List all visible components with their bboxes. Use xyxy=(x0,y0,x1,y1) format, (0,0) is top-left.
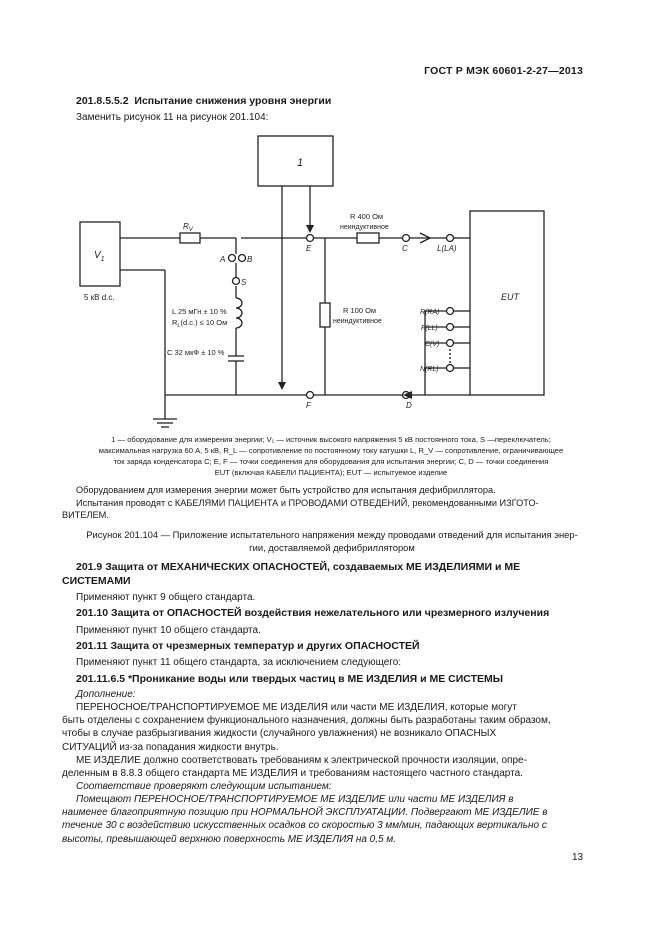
v1-label: $V_1$ xyxy=(94,250,105,263)
circuit-diagram xyxy=(0,130,661,440)
p2-line-2: деленным в 8.8.3 общего стандарта МЕ ИЗДЕЛИЯ и требованиям настоящего частного стандарта. xyxy=(62,768,523,780)
rra-label: R(RA) xyxy=(420,309,440,316)
terminal-c xyxy=(403,235,410,242)
terminal-a xyxy=(229,255,236,262)
terminal-cv xyxy=(447,340,454,347)
compliance-check: Соответствие проверяют следующим испытанием: xyxy=(76,781,332,792)
c-label: C xyxy=(402,244,408,253)
heading-line-1: 201.9 Защита от МЕХАНИЧЕСКИХ ОПАСНОСТЕЙ, создаваемых МЕ ИЗДЕЛИЯМИ и МЕ xyxy=(76,561,521,573)
lla-label: L(LA) xyxy=(437,244,457,253)
figure-note-2a: Испытания проводят с КАБЕЛЯМИ ПАЦИЕНТА и ПРОВОДАМИ ОТВЕДЕНИЙ, рекомендованными ИЗГОТО- xyxy=(76,497,539,508)
arrow-f xyxy=(278,382,286,390)
p4-line-3: течение 30 с воздействию искусственных осадков со скоростью 3 мм/мин, падающих вертикально с xyxy=(62,820,547,832)
r100-label-2: неиндуктивное xyxy=(333,318,382,325)
figure-note-1: Оборудованием для измерения энергии может быть устройство для испытания дефибриллятора. xyxy=(76,485,496,495)
rv-resistor xyxy=(180,233,200,243)
r400-label-2: неиндуктивное xyxy=(340,224,389,231)
d-label: D xyxy=(406,401,412,410)
cv-label: C(V) xyxy=(425,341,440,348)
p1-line-3: чтобы в случае разбрызгивания жидкости (случайного увлажнения) не возникало ОПАСНЫХ xyxy=(62,728,497,740)
p1-line-2: быть отделены с сохранением функционального назначения, должны быть разработаны таким образом, xyxy=(62,715,551,727)
section-number: 201.8.5.5.2 xyxy=(76,95,129,107)
section-201-10-text: Применяют пункт 10 общего стандарта. xyxy=(76,625,261,636)
figure-notes xyxy=(62,484,586,522)
section-heading-energy-test xyxy=(76,95,331,107)
s-label: S xyxy=(241,278,247,287)
terminal-rra xyxy=(447,308,454,315)
figure-title-line-1: Рисунок 201.104 — Приложение испытательного напряжения между проводами отведений для испытания энер- xyxy=(86,529,578,540)
terminal-e xyxy=(307,235,314,242)
capacitor-label: C 32 мкФ ± 10 % xyxy=(167,348,225,357)
heading-line-2: СИСТЕМАМИ xyxy=(62,574,131,587)
legend-line-2: максимальная нагрузка 60 А, 5 кВ, R_L — сопротивление по постоянному току катушки L, R_V — сопротивление, ограничивающее xyxy=(98,446,564,455)
legend-line-1: 1 — оборудование для измерения энергии; V₁ — источник высокого напряжения 5 кВ постоянного тока, S —переключатель; xyxy=(111,435,551,444)
fll-label: F(LL) xyxy=(421,325,438,332)
r100-label-1: R 100 Ом xyxy=(343,306,377,315)
terminal-lla xyxy=(447,235,454,242)
paragraph-1 xyxy=(62,701,586,754)
addition-label: Дополнение: xyxy=(76,689,136,700)
rv-label: $R_V$ xyxy=(183,222,193,233)
section-title: Испытание снижения уровня энергии xyxy=(134,95,332,107)
section-heading-201-10: 201.10 Защита от ОПАСНОСТЕЙ воздействия нежелательного или чрезмерного излучения xyxy=(76,607,550,619)
legend-line-3: ток заряда конденсатора C; E, F — точки соединения для оборудования для испытания энергии; C, D — точки соединения xyxy=(113,457,549,466)
v1-rating: 5 кВ d.c. xyxy=(84,293,115,302)
terminal-fll xyxy=(447,324,454,331)
nrl-label: N(RL) xyxy=(420,366,439,373)
a-label: A xyxy=(220,255,226,264)
figure-legend xyxy=(35,434,627,478)
f-label: F xyxy=(306,401,311,410)
r400-resistor xyxy=(357,233,379,243)
p4-line-1: Помещают ПЕРЕНОСНОЕ/ТРАНСПОРТИРУЕМОЕ МЕ ИЗДЕЛИЕ или части МЕ ИЗДЕЛИЯ в xyxy=(76,794,514,805)
r400-label-1: R 400 Ом xyxy=(350,212,384,221)
figure-note-2b: ВИТЕЛЕМ. xyxy=(62,510,109,520)
terminal-nrl xyxy=(447,365,454,372)
figure-title xyxy=(38,529,626,554)
energy-meter-box xyxy=(258,136,333,186)
terminal-b xyxy=(239,255,246,262)
e-label: E xyxy=(306,244,312,253)
page-number: 13 xyxy=(572,852,584,863)
eut-box xyxy=(470,211,544,395)
terminal-s xyxy=(233,278,240,285)
section-heading-201-11-6-5: 201.11.6.5 *Проникание воды или твердых частиц в МЕ ИЗДЕЛИЯ и МЕ СИСТЕМЫ xyxy=(76,673,504,685)
inductor-label-1: L 25 мГн ± 10 % xyxy=(172,307,227,316)
replace-instruction: Заменить рисунок 11 на рисунок 201.104: xyxy=(76,112,269,123)
section-heading-201-11: 201.11 Защита от чрезмерных температур и других ОПАСНОСТЕЙ xyxy=(76,640,420,652)
inductor-label-2: $R_L(d.c.) \le 10$ Ом xyxy=(172,318,228,329)
p4-line-4: высоты, превышающей верхнюю поверхность МЕ ИЗДЕЛИЯ на 0,5 м. xyxy=(62,833,396,845)
paragraph-2 xyxy=(62,754,586,780)
paragraph-4 xyxy=(62,793,586,846)
terminal-f xyxy=(307,392,314,399)
document-header: ГОСТ Р МЭК 60601-2-27—2013 xyxy=(424,65,583,77)
p4-line-2: наименее благоприятную позицию при НОРМАЛЬНОЙ ЭКСПЛУАТАЦИИ. Подвергают МЕ ИЗДЕЛИЕ в xyxy=(62,807,548,819)
section-201-11-text: Применяют пункт 11 общего стандарта, за исключением следующего: xyxy=(76,657,402,668)
figure-title-line-2: гии, доставляемой дефибриллятором xyxy=(249,541,415,553)
arrow-e xyxy=(306,225,314,233)
r100-resistor xyxy=(320,303,330,327)
section-201-9-text: Применяют пункт 9 общего стандарта. xyxy=(76,592,256,603)
section-heading-201-9 xyxy=(62,561,584,588)
legend-line-4: EUT (включая КАБЕЛИ ПАЦИЕНТА); EUT — испытуемое изделие xyxy=(214,468,448,477)
b-label: B xyxy=(247,255,253,264)
p1-line-4: СИТУАЦИЙ из-за попадания жидкости внутрь. xyxy=(62,741,279,753)
p1-line-1: ПЕРЕНОСНОЕ/ТРАНСПОРТИРУЕМОЕ МЕ ИЗДЕЛИЯ или части МЕ ИЗДЕЛИЯ, которые могут xyxy=(76,702,517,713)
p2-line-1: МЕ ИЗДЕЛИЕ должно соответствовать требованиям к электрической прочности изоляции, опре- xyxy=(76,755,527,766)
box1-label: 1 xyxy=(297,157,304,169)
eut-label: EUT xyxy=(501,292,519,302)
